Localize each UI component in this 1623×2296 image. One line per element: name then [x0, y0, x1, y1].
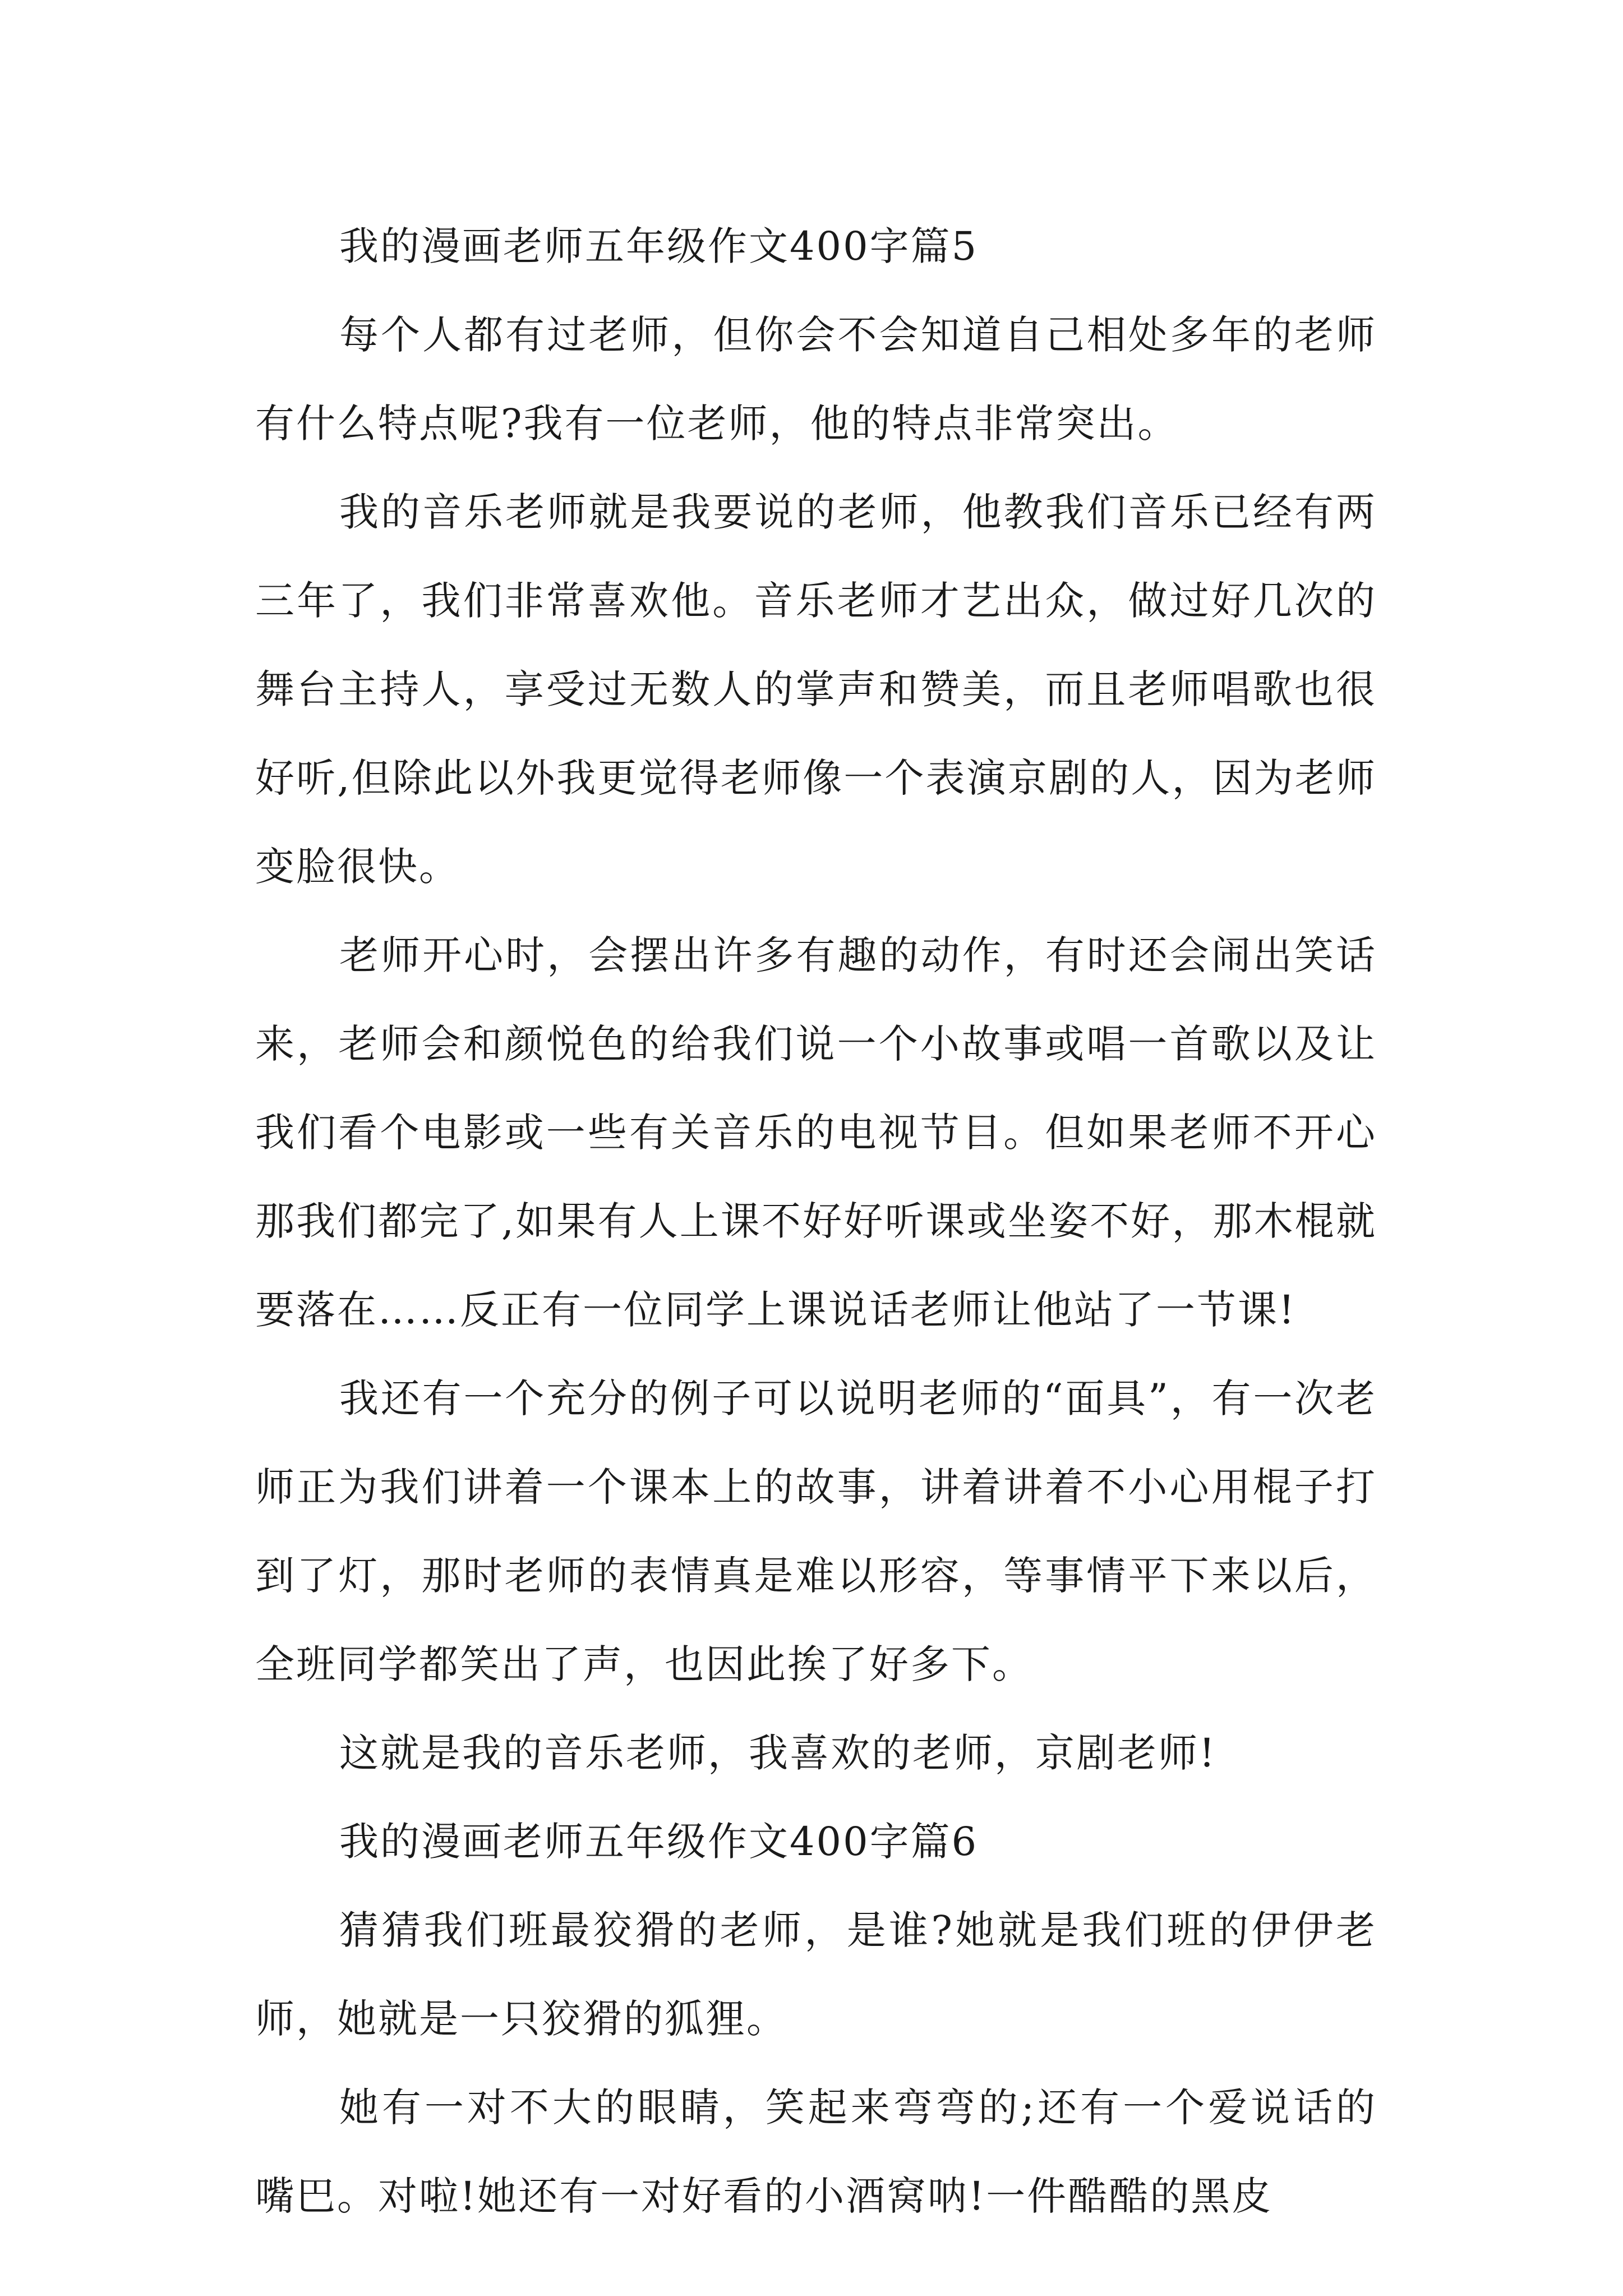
paragraph: 她有一对不大的眼睛，笑起来弯弯的;还有一个爱说话的嘴巴。对啦!她还有一对好看的小酒窝呐!一件酷酷的黑皮	[255, 2085, 1377, 2219]
section-heading-5: 我的漫画老师五年级作文400字篇5	[339, 223, 979, 269]
paragraph: 每个人都有过老师，但你会不会知道自己相处多年的老师有什么特点呢?我有一位老师，他的特点非常突出。	[255, 312, 1377, 447]
paragraph: 我的音乐老师就是我要说的老师，他教我们音乐已经有两三年了，我们非常喜欢他。音乐老师才艺出众，做过好几次的舞台主持人，享受过无数人的掌声和赞美，而且老师唱歌也很好听,但除此以外我更觉得老师像一个表演京剧的人，因为老师变脸很快。	[255, 489, 1377, 890]
paragraph: 我还有一个充分的例子可以说明老师的“面具”，有一次老师正为我们讲着一个课本上的故事，讲着讲着不小心用棍子打到了灯，那时老师的表情真是难以形容，等事情平下来以后，全班同学都笑出了声，也因此挨了好多下。	[255, 1375, 1377, 1687]
document-body	[255, 202, 1377, 2240]
paragraph: 老师开心时，会摆出许多有趣的动作，有时还会闹出笑话来，老师会和颜悦色的给我们说一个小故事或唱一首歌以及让我们看个电影或一些有关音乐的电视节目。但如果老师不开心那我们都完了,如果有人上课不好好听课或坐姿不好，那木棍就要落在……反正有一位同学上课说话老师让他站了一节课!	[255, 932, 1377, 1333]
paragraph: 猜猜我们班最狡猾的老师，是谁?她就是我们班的伊伊老师，她就是一只狡猾的狐狸。	[255, 1907, 1377, 2042]
paragraph: 这就是我的音乐老师，我喜欢的老师，京剧老师!	[339, 1730, 1217, 1776]
section-heading-6: 我的漫画老师五年级作文400字篇6	[339, 1819, 979, 1865]
